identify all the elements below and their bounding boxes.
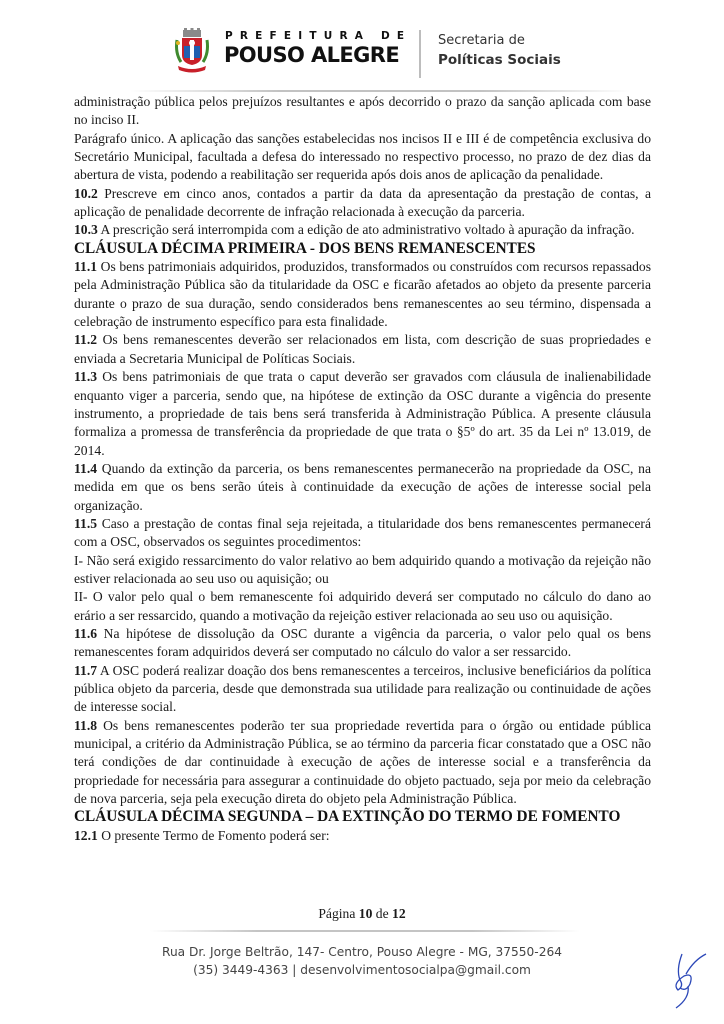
paragraph-unico: Parágrafo único. A aplicação das sanções estabelecidas nos incisos II e III é de competência exclusiva do Secretário Municipal, facultada a defesa do interessado no respectivo processo, no prazo de dez dias da abertura de vista, podendo a reabilitação ser requerida após dois anos de aplicação da penalidade. [74, 130, 651, 183]
clause-text: Prescreve em cinco anos, contados a partir da data da apresentação da prestação de contas, a aplicação de penalidade decorrente de infração relacionada à execução da parceria. [74, 185, 651, 220]
section-heading-12: CLÁUSULA DÉCIMA SEGUNDA – DA EXTINÇÃO DO TERMO DE FOMENTO [74, 808, 621, 826]
department-line-2: Políticas Sociais [438, 52, 561, 68]
clause-11-3 [74, 368, 651, 460]
page-total: 12 [392, 906, 406, 921]
clause-11-4 [74, 460, 651, 515]
clause-number: 11.8 [74, 717, 98, 733]
page-number [0, 906, 724, 922]
page-current: 10 [358, 906, 373, 921]
footer-rule [150, 930, 580, 932]
clause-text: Os bens patrimoniais de que trata o caput deverão ser gravados com cláusula de inalienabilidade enquanto viger a parceria, sendo que, na hipótese de extinção da OSC durante a vigência do presente instrumento, a propriedade de tais bens será transferida à Administração Pública. A presente cláusula formaliza a promessa de transferência da propriedade de que trata o §5º do art. 35 da Lei nº 13.019, de 2014. [74, 369, 651, 458]
paragraph-continuation: administração pública pelos prejuízos resultantes e após decorrido o prazo da sanção aplicada com base no inciso II. [74, 94, 651, 128]
clause-number: 11.4 [74, 460, 98, 476]
inciso-i: I- Não será exigido ressarcimento do valor relativo ao bem adquirido quando a motivação da rejeição não estiver relacionada ao seu uso ou aquisição; ou [74, 552, 651, 586]
page-of: de [372, 906, 393, 921]
clause-11-8 [74, 717, 651, 809]
clause-11-7 [74, 662, 651, 717]
clause-11-2 [74, 331, 651, 368]
clause-number: 11.1 [74, 259, 98, 275]
handwritten-signature [664, 950, 710, 1012]
clause-10-3 [74, 221, 651, 239]
clause-number: 11.3 [74, 369, 98, 385]
inciso-ii: II- O valor pelo qual o bem remanescente foi adquirido deverá ser computado no cálculo do dano ao erário a ser ressarcido, quando a motivação da rejeição estiver relacionada ao seu uso ou aquisição. [74, 589, 651, 623]
clause-11-6 [74, 625, 651, 662]
clause-11-5 [74, 515, 651, 552]
brand-prefeitura-de: PREFEITURA DE [225, 30, 412, 42]
clause-text: Caso a prestação de contas final seja rejeitada, a titularidade dos bens remanescentes permanecerá com a OSC, observados os seguintes procedimentos: [74, 515, 651, 550]
clause-text: Os bens remanescentes deverão ser relacionados em lista, com descrição de suas propriedades e enviada a Secretaria Municipal de Políticas Sociais. [74, 332, 651, 366]
footer-phone: (35) 3449-4363 [193, 963, 289, 977]
header-divider [419, 30, 421, 78]
footer-separator: | [288, 963, 301, 977]
clause-text: Os bens remanescentes poderão ter sua propriedade revertida para o órgão ou entidade pública municipal, a critério da Administração Pública, se ao término da parceria ficar constatado que a OSC não terá condições de dar continuidade à execução de ações de interesse social e a transferência da propriedade for necessária para assegurar a continuidade do objeto pactuado, seja por meio da celebração de nova parceria, seja pela execução direta do objeto pela Administração Pública. [74, 717, 651, 807]
document-body [74, 93, 651, 845]
clause-text: Quando da extinção da parceria, os bens remanescentes permanecerão na propriedade da OSC, na medida em que os bens serão úteis à continuidade da execução de ações de interesse social pela organização. [74, 460, 651, 513]
clause-number: 10.2 [74, 185, 98, 201]
footer-address: Rua Dr. Jorge Beltrão, 147- Centro, Pouso Alegre - MG, 37550-264 [162, 945, 562, 959]
clause-number: 11.2 [74, 332, 98, 348]
clause-text: Na hipótese de dissolução da OSC durante a vigência da parceria, o valor pelo qual os bens remanescentes foram adquiridos deverá ser computado no cálculo do valor a ser ressarcido. [74, 625, 651, 660]
header-rule [130, 90, 630, 92]
clause-number: 11.6 [74, 625, 98, 641]
letterhead [0, 0, 724, 90]
footer-contact [0, 963, 724, 977]
clause-text: O presente Termo de Fomento poderá ser: [97, 827, 330, 843]
clause-text: A prescrição será interrompida com a edição de ato administrativo voltado à apuração da infração. [97, 222, 635, 238]
brand-pouso-alegre: POUSO ALEGRE [224, 43, 400, 67]
clause-number: 10.3 [74, 222, 98, 238]
clause-number: 12.1 [74, 827, 98, 843]
footer-email: desenvolvimentosocialpa@gmail.com [300, 963, 531, 977]
department-line-1: Secretaria de [438, 33, 525, 48]
section-heading-11: CLÁUSULA DÉCIMA PRIMEIRA - DOS BENS REMANESCENTES [74, 239, 536, 257]
clause-number: 11.7 [74, 662, 98, 678]
page-label: Página [318, 906, 359, 921]
clause-text: Os bens patrimoniais adquiridos, produzidos, transformados ou construídos com recursos repassados pela Administração Pública são da titularidade da OSC e ficarão afetados ao objeto da presente parceria durante o prazo de sua duração, sendo considerados bens remanescentes ao seu término, dispensada a celebração de instrumento específico para esta finalidade. [74, 259, 651, 330]
clause-11-1 [74, 258, 651, 331]
clause-number: 11.5 [74, 515, 98, 531]
clause-12-1 [74, 827, 651, 845]
coat-of-arms-logo [172, 28, 212, 74]
clause-10-2 [74, 185, 651, 222]
clause-text: A OSC poderá realizar doação dos bens remanescentes a terceiros, inclusive beneficiários da política pública objeto da parceria, desde que demonstrada sua utilidade para realização ou continuidade de ações de interesse social. [74, 662, 651, 715]
